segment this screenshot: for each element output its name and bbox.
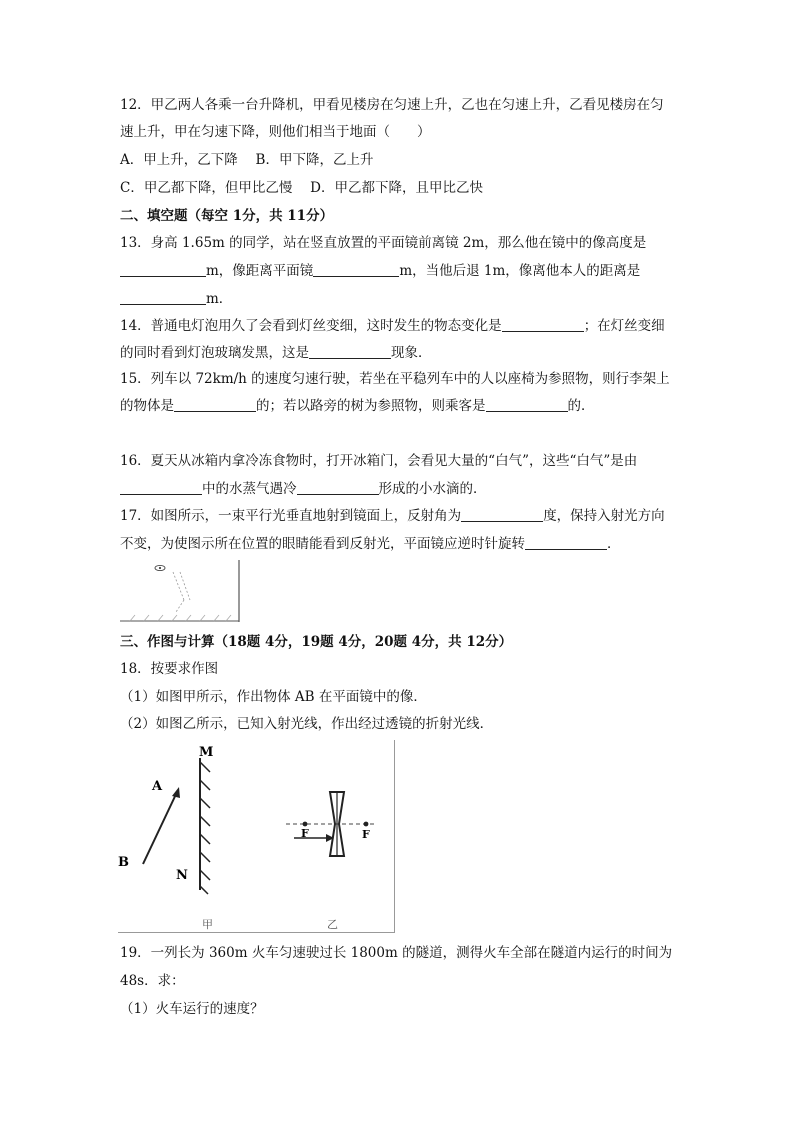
caption-jia: 甲 xyxy=(202,918,213,931)
caption-yi: 乙 xyxy=(327,918,338,931)
label-b: B xyxy=(118,855,129,870)
answer-blank[interactable] xyxy=(313,262,399,277)
section-2-title: 二、填空题（每空 1分，共 11分） xyxy=(120,208,334,224)
focus-point-left xyxy=(303,822,308,827)
answer-blank[interactable] xyxy=(461,507,543,522)
q18-figure xyxy=(118,740,398,934)
label-f-right: F xyxy=(362,828,370,841)
q15-line1: 15．列车以 72km/h 的速度匀速行驶，若坐在平稳列车中的人以座椅为参照物，则行李架上 xyxy=(120,371,670,387)
answer-blank[interactable] xyxy=(525,535,607,550)
q17-figure xyxy=(118,560,244,624)
answer-blank[interactable] xyxy=(297,480,379,495)
q15-line2: 的物体是 的；若以路旁的树为参照物，则乘客是 的． xyxy=(120,398,595,414)
q18-sub2: （2）如图乙所示，已知入射光线，作出经过透镜的折射光线． xyxy=(120,716,494,732)
q13-line3: m． xyxy=(120,290,232,308)
q14-line1: 14．普通电灯泡用久了会看到灯丝变细，这时发生的物态变化是 ；在灯丝变细 xyxy=(120,318,665,334)
q17-line1: 17．如图所示，一束平行光垂直地射到镜面上，反射角为 度，保持入射光方向 xyxy=(120,508,665,524)
q18-line1: 18．按要求作图 xyxy=(120,661,219,677)
q12-options-cd: C．甲乙都下降，但甲比乙慢 D．甲乙都下降，且甲比乙快 xyxy=(120,180,483,196)
hatch-marks xyxy=(130,615,231,621)
q19-sub1: （1）火车运行的速度？ xyxy=(120,1001,264,1017)
label-m: M xyxy=(199,745,214,760)
q19-line1: 19．一列长为 360m 火车匀速驶过长 1800m 的隧道，测得火车全部在隧道内运行的时间为 xyxy=(120,945,673,961)
q13-line2: m，像距离平面镜 m，当他后退 1m，像离他本人的距离是 xyxy=(120,262,640,280)
q17-line2: 不变，为使图示所在位置的眼睛能看到反射光，平面镜应逆时针旋转 ． xyxy=(120,536,621,552)
section-3-title: 三、作图与计算（18题 4分，19题 4分，20题 4分，共 12分） xyxy=(120,634,513,650)
q14-line2: 的同时看到灯泡玻璃发黑，这是 现象． xyxy=(120,345,432,361)
object-ab xyxy=(143,790,178,864)
answer-blank[interactable] xyxy=(120,290,206,305)
answer-blank[interactable] xyxy=(120,480,202,495)
label-a: A xyxy=(152,779,163,794)
q18-sub1: （1）如图甲所示，作出物体 AB 在平面镜中的像． xyxy=(120,689,427,705)
answer-blank[interactable] xyxy=(120,262,206,277)
answer-blank[interactable] xyxy=(486,397,568,412)
q16-line2: 中的水蒸气遇冷 形成的小水滴的． xyxy=(120,480,487,498)
answer-blank[interactable] xyxy=(174,397,256,412)
answer-blank[interactable] xyxy=(309,344,391,359)
mirror-hatch xyxy=(200,762,210,894)
label-n: N xyxy=(176,868,188,883)
light-rays xyxy=(173,572,190,612)
q12-line2: 速上升，甲在匀速下降，则他们相当于地面（ ） xyxy=(120,124,431,140)
q12-options-ab: A．甲上升，乙下降 B．甲下降，乙上升 xyxy=(120,152,374,168)
arrow-head xyxy=(172,787,180,798)
q12-line1: 12．甲乙两人各乘一台升降机，甲看见楼房在匀速上升，乙也在匀速上升，乙看见楼房在匀 xyxy=(120,97,664,113)
q19-line2: 48s．求： xyxy=(120,973,185,989)
focus-point-right xyxy=(364,822,369,827)
answer-blank[interactable] xyxy=(502,317,584,332)
q16-line1: 16．夏天从冰箱内拿冷冻食物时，打开冰箱门，会看见大量的“白气”，这些“白气”是由 xyxy=(120,453,638,469)
label-f-left: F xyxy=(301,827,309,840)
q13-line1: 13．身高 1.65m 的同学，站在竖直放置的平面镜前离镜 2m，那么他在镜中的像高度是 xyxy=(120,235,647,251)
